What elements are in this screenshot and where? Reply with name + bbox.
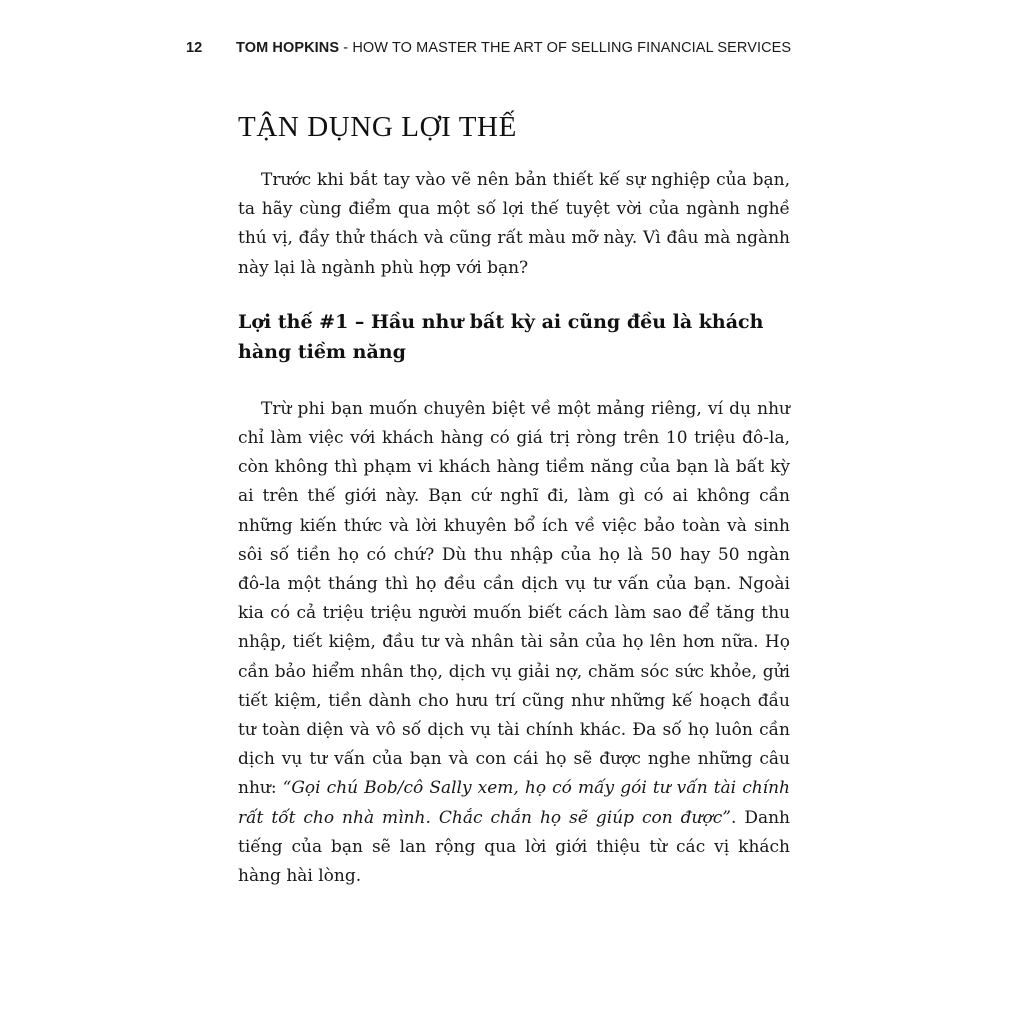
advantage-1-heading: Lợi thế #1 – Hầu như bất kỳ ai cũng đều là khách hàng tiềm năng	[238, 310, 764, 363]
advantage-1-paragraph	[238, 395, 790, 891]
running-header	[186, 40, 806, 56]
section-title: TẬN DỤNG LỢI THẾ	[238, 111, 517, 143]
advantage-1-quote: “Gọi chú Bob/cô Sally xem, họ có mấy gói tư vấn tài chính rất tốt cho nhà mình. Chắc chắn họ sẽ giúp con được”	[238, 778, 791, 828]
intro-paragraph: Trước khi bắt tay vào vẽ nên bản thiết kế sự nghiệp của bạn, ta hãy cùng điểm qua một số lợi thế tuyệt vời của ngành nghề thú vị, đầy thử thách và cũng rất màu mỡ này. Vì đâu mà ngành này lại là ngành phù hợp với bạn?	[238, 170, 790, 278]
header-book-title: - HOW TO MASTER THE ART OF SELLING FINANCIAL SERVICES	[339, 40, 792, 56]
header-author: TOM HOPKINS	[236, 40, 340, 56]
advantage-1-closing-text: . Danh tiếng của bạn sẽ lan rộng qua lời giới thiệu từ các vị khách hàng hài lòng.	[238, 807, 790, 887]
advantage-1-text: Trừ phi bạn muốn chuyên biệt về một mảng riêng, ví dụ như chỉ làm việc với khách hàng có giá trị ròng trên 10 triệu đô-la, còn không thì phạm vi khách hàng tiềm năng của bạn là bất kỳ ai trên thế giới này. Bạn cứ nghĩ đi, làm gì có ai không cần những kiến thức và lời khuyên bổ ích về việc bảo toàn và sinh sôi số tiền họ có chứ? Dù thu nhập của họ là 50 hay 50 ngàn đô-la một tháng thì họ đều cần dịch vụ tư vấn của bạn. Ngoài kia có cả triệu triệu người muốn biết cách làm sao để tăng thu nhập, tiết kiệm, đầu tư và nhân tài sản của họ lên hơn nữa. Họ cần bảo hiểm nhân thọ, dịch vụ giải nợ, chăm sóc sức khỏe, gửi tiết kiệm, tiền dành cho hưu trí cũng như những kế hoạch đầu tư toàn diện và vô số dịch vụ tài chính khác. Đa số họ luôn cần dịch vụ tư vấn của bạn và con cái họ sẽ được nghe những câu như:	[238, 398, 790, 799]
page-content	[238, 166, 790, 891]
page-number: 12	[186, 40, 203, 56]
